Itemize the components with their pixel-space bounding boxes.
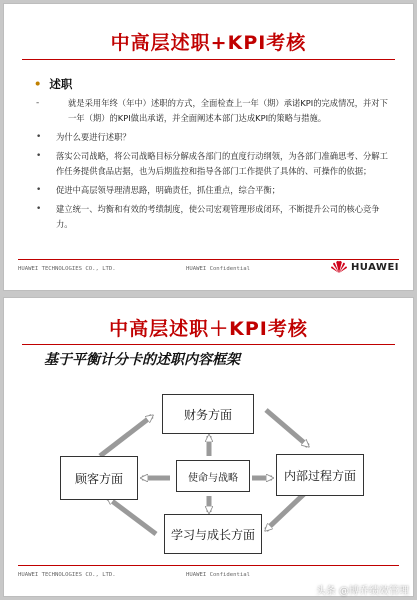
footer-company: HUAWEI TECHNOLOGIES CO., LTD. xyxy=(18,572,116,578)
bullet-list xyxy=(30,96,391,236)
slide-title: 中高层述职＋KPI考核 xyxy=(109,318,308,340)
section-heading-text: 述职 xyxy=(49,77,73,91)
bullet-marker: • xyxy=(36,151,42,161)
list-item xyxy=(30,96,391,126)
list-item xyxy=(30,183,391,198)
slide-title: 中高层述职+KPI考核 xyxy=(110,32,307,54)
arrow-finance-to-internal xyxy=(266,410,308,446)
box-learning-growth: 学习与成长方面 xyxy=(164,514,262,554)
arrow-customer-to-finance xyxy=(100,416,152,456)
box-customer: 顾客方面 xyxy=(60,456,138,500)
footer-divider xyxy=(18,565,399,566)
list-item-text: 为什么要进行述职？ xyxy=(56,132,131,142)
list-item-text: 就是采用年终（年中）述职的方式，全面检查上一年（期）承诺KPI的完成情况，并对下一年（期）的KPI做出承诺，并全面阐述本部门达成KPI的策略与措施。 xyxy=(68,98,388,123)
brand-text: HUAWEI xyxy=(350,261,399,273)
huawei-petal-icon xyxy=(330,260,348,274)
box-internal-process: 内部过程方面 xyxy=(276,454,364,496)
list-item-text: 建立统一、均衡和有效的考绩制度，使公司宏观管理形成闭环，不断提升公司的核心竞争力。 xyxy=(56,204,380,229)
list-item xyxy=(30,149,391,179)
list-item xyxy=(30,130,391,145)
slide-kpi-debrief xyxy=(3,3,414,291)
dash-marker: - xyxy=(36,98,40,108)
title-divider xyxy=(22,59,395,60)
bullet-marker: • xyxy=(36,132,42,142)
footer-company: HUAWEI TECHNOLOGIES CO., LTD. xyxy=(18,266,116,272)
bullet-icon: • xyxy=(34,77,42,91)
list-item xyxy=(30,202,391,232)
box-mission-strategy: 使命与战略 xyxy=(176,460,250,492)
section-heading xyxy=(34,76,72,92)
watermark-text: 头条 @博乔绩效管理 xyxy=(315,586,409,597)
bullet-marker: • xyxy=(36,204,42,214)
list-item-text: 落实公司战略，将公司战略目标分解成各部门的直度行动纲领，为各部门准确思考、分解工作任务提供食品店据，也为后期监控和指导各部门工作提供了具体的、可操作的依据； xyxy=(56,151,388,176)
footer-confidential: HUAWEI Confidential xyxy=(186,572,250,578)
list-item-text: 促进中高层领导理清思路，明确责任，抓住重点，综合平衡； xyxy=(56,185,281,195)
box-finance: 财务方面 xyxy=(162,394,254,434)
footer-confidential: HUAWEI Confidential xyxy=(186,266,250,272)
slide-bsc-framework xyxy=(3,297,414,597)
arrow-internal-to-learning xyxy=(266,494,304,530)
slide-footer xyxy=(18,262,399,280)
slide-subtitle: 基于平衡计分卡的述职内容框架 xyxy=(44,352,240,368)
huawei-logo xyxy=(330,260,399,274)
arrow-learning-to-customer xyxy=(108,498,156,534)
bullet-marker: • xyxy=(36,185,42,195)
